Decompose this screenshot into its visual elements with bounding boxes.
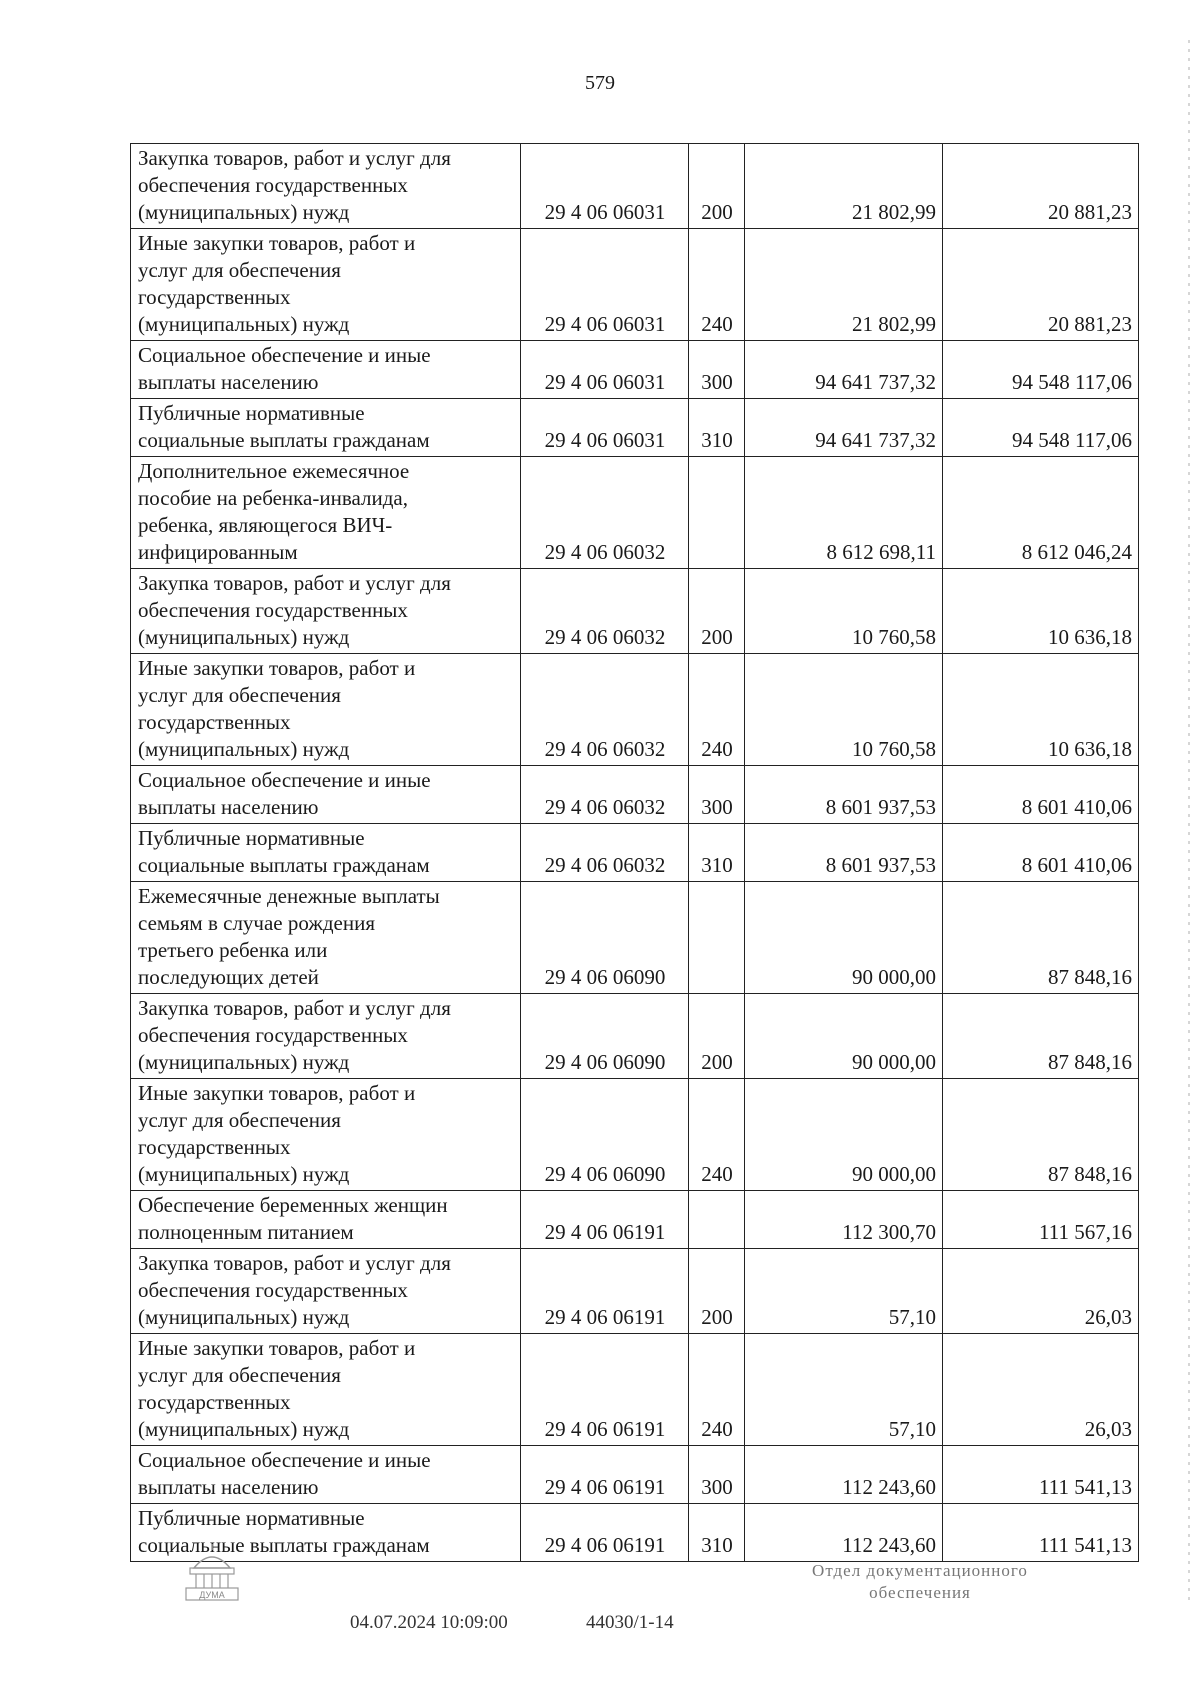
- table-row: [131, 569, 1139, 654]
- planned-amount-cell: 10 760,58: [745, 569, 943, 654]
- expense-name-cell: Закупка товаров, работ и услуг для обеспечения государственных (муниципальных) нужд: [131, 1249, 521, 1334]
- table-row: [131, 766, 1139, 824]
- executed-amount-cell: 10 636,18: [943, 569, 1139, 654]
- target-article-code-cell: 29 4 06 06032: [521, 569, 689, 654]
- executed-amount-cell: 111 541,13: [943, 1504, 1139, 1562]
- expense-type-cell: 240: [689, 1334, 745, 1446]
- target-article-code-cell: 29 4 06 06191: [521, 1191, 689, 1249]
- table-row: [131, 1504, 1139, 1562]
- table-row: [131, 229, 1139, 341]
- stamp-line-2: обеспечения: [869, 1583, 971, 1602]
- stamp-line-1: Отдел документационного: [812, 1561, 1028, 1580]
- executed-amount-cell: 94 548 117,06: [943, 341, 1139, 399]
- expense-name-cell: Публичные нормативные социальные выплаты гражданам: [131, 1504, 521, 1562]
- table-row: [131, 144, 1139, 229]
- expense-type-cell: 300: [689, 341, 745, 399]
- planned-amount-cell: 21 802,99: [745, 229, 943, 341]
- executed-amount-cell: 111 541,13: [943, 1446, 1139, 1504]
- executed-amount-cell: 87 848,16: [943, 994, 1139, 1079]
- executed-amount-cell: 8 601 410,06: [943, 766, 1139, 824]
- target-article-code-cell: 29 4 06 06032: [521, 457, 689, 569]
- table-row: [131, 882, 1139, 994]
- expense-name-cell: Иные закупки товаров, работ и услуг для обеспечения государственных (муниципальных) нужд: [131, 1079, 521, 1191]
- target-article-code-cell: 29 4 06 06031: [521, 229, 689, 341]
- target-article-code-cell: 29 4 06 06032: [521, 824, 689, 882]
- planned-amount-cell: 112 300,70: [745, 1191, 943, 1249]
- table-row: [131, 457, 1139, 569]
- target-article-code-cell: 29 4 06 06090: [521, 994, 689, 1079]
- expense-name-cell: Социальное обеспечение и иные выплаты населению: [131, 1446, 521, 1504]
- table-row: [131, 341, 1139, 399]
- planned-amount-cell: 94 641 737,32: [745, 341, 943, 399]
- target-article-code-cell: 29 4 06 06191: [521, 1446, 689, 1504]
- target-article-code-cell: 29 4 06 06090: [521, 882, 689, 994]
- table-row: [131, 994, 1139, 1079]
- table-row: [131, 1079, 1139, 1191]
- executed-amount-cell: 8 601 410,06: [943, 824, 1139, 882]
- expense-type-cell: 200: [689, 994, 745, 1079]
- executed-amount-cell: 94 548 117,06: [943, 399, 1139, 457]
- table-row: [131, 1191, 1139, 1249]
- expense-name-cell: Закупка товаров, работ и услуг для обеспечения государственных (муниципальных) нужд: [131, 569, 521, 654]
- planned-amount-cell: 90 000,00: [745, 1079, 943, 1191]
- expense-type-cell: 240: [689, 1079, 745, 1191]
- expense-type-cell: 200: [689, 144, 745, 229]
- table-row: [131, 824, 1139, 882]
- executed-amount-cell: 87 848,16: [943, 882, 1139, 994]
- expense-name-cell: Социальное обеспечение и иные выплаты населению: [131, 766, 521, 824]
- expense-type-cell: 310: [689, 399, 745, 457]
- executed-amount-cell: 10 636,18: [943, 654, 1139, 766]
- target-article-code-cell: 29 4 06 06191: [521, 1504, 689, 1562]
- document-date: 04.07.2024 10:09:00: [350, 1612, 508, 1633]
- duma-logo-icon: [178, 1540, 246, 1604]
- expense-type-cell: 300: [689, 1446, 745, 1504]
- target-article-code-cell: 29 4 06 06031: [521, 399, 689, 457]
- planned-amount-cell: 112 243,60: [745, 1446, 943, 1504]
- planned-amount-cell: 112 243,60: [745, 1504, 943, 1562]
- budget-table: [130, 143, 1139, 1562]
- planned-amount-cell: 57,10: [745, 1334, 943, 1446]
- target-article-code-cell: 29 4 06 06031: [521, 341, 689, 399]
- executed-amount-cell: 26,03: [943, 1249, 1139, 1334]
- expense-type-cell: 300: [689, 766, 745, 824]
- target-article-code-cell: 29 4 06 06032: [521, 766, 689, 824]
- target-article-code-cell: 29 4 06 06032: [521, 654, 689, 766]
- expense-name-cell: Иные закупки товаров, работ и услуг для обеспечения государственных (муниципальных) нужд: [131, 229, 521, 341]
- executed-amount-cell: 111 567,16: [943, 1191, 1139, 1249]
- expense-type-cell: 240: [689, 229, 745, 341]
- page-number: 579: [585, 72, 615, 94]
- target-article-code-cell: 29 4 06 06090: [521, 1079, 689, 1191]
- expense-name-cell: Закупка товаров, работ и услуг для обеспечения государственных (муниципальных) нужд: [131, 994, 521, 1079]
- expense-name-cell: Обеспечение беременных женщин полноценным питанием: [131, 1191, 521, 1249]
- table-row: [131, 1249, 1139, 1334]
- expense-name-cell: Дополнительное ежемесячное пособие на ребенка-инвалида, ребенка, являющегося ВИЧ- инфицированным: [131, 457, 521, 569]
- expense-type-cell: [689, 1191, 745, 1249]
- expense-type-cell: [689, 882, 745, 994]
- planned-amount-cell: 90 000,00: [745, 994, 943, 1079]
- expense-name-cell: Закупка товаров, работ и услуг для обеспечения государственных (муниципальных) нужд: [131, 144, 521, 229]
- target-article-code-cell: 29 4 06 06031: [521, 144, 689, 229]
- planned-amount-cell: 8 601 937,53: [745, 766, 943, 824]
- executed-amount-cell: 20 881,23: [943, 144, 1139, 229]
- registration-number: 44030/1-14: [586, 1612, 674, 1633]
- executed-amount-cell: 26,03: [943, 1334, 1139, 1446]
- expense-type-cell: 310: [689, 1504, 745, 1562]
- expense-type-cell: 240: [689, 654, 745, 766]
- expense-name-cell: Ежемесячные денежные выплаты семьям в случае рождения третьего ребенка или последующих детей: [131, 882, 521, 994]
- table-row: [131, 399, 1139, 457]
- planned-amount-cell: 57,10: [745, 1249, 943, 1334]
- expense-name-cell: Иные закупки товаров, работ и услуг для обеспечения государственных (муниципальных) нужд: [131, 1334, 521, 1446]
- planned-amount-cell: 10 760,58: [745, 654, 943, 766]
- scan-edge-artifact: [1188, 40, 1190, 1600]
- budget-table-body: [131, 144, 1139, 1562]
- target-article-code-cell: 29 4 06 06191: [521, 1334, 689, 1446]
- executed-amount-cell: 8 612 046,24: [943, 457, 1139, 569]
- expense-type-cell: [689, 457, 745, 569]
- expense-type-cell: 310: [689, 824, 745, 882]
- executed-amount-cell: 87 848,16: [943, 1079, 1139, 1191]
- expense-name-cell: Социальное обеспечение и иные выплаты населению: [131, 341, 521, 399]
- expense-name-cell: Иные закупки товаров, работ и услуг для обеспечения государственных (муниципальных) нужд: [131, 654, 521, 766]
- planned-amount-cell: 8 601 937,53: [745, 824, 943, 882]
- table-row: [131, 654, 1139, 766]
- target-article-code-cell: 29 4 06 06191: [521, 1249, 689, 1334]
- logo-text: ДУМА: [199, 1590, 225, 1600]
- expense-type-cell: 200: [689, 1249, 745, 1334]
- table-row: [131, 1446, 1139, 1504]
- planned-amount-cell: 94 641 737,32: [745, 399, 943, 457]
- expense-type-cell: 200: [689, 569, 745, 654]
- expense-name-cell: Публичные нормативные социальные выплаты гражданам: [131, 824, 521, 882]
- executed-amount-cell: 20 881,23: [943, 229, 1139, 341]
- planned-amount-cell: 8 612 698,11: [745, 457, 943, 569]
- planned-amount-cell: 90 000,00: [745, 882, 943, 994]
- department-stamp: [770, 1560, 1070, 1604]
- planned-amount-cell: 21 802,99: [745, 144, 943, 229]
- expense-name-cell: Публичные нормативные социальные выплаты гражданам: [131, 399, 521, 457]
- table-row: [131, 1334, 1139, 1446]
